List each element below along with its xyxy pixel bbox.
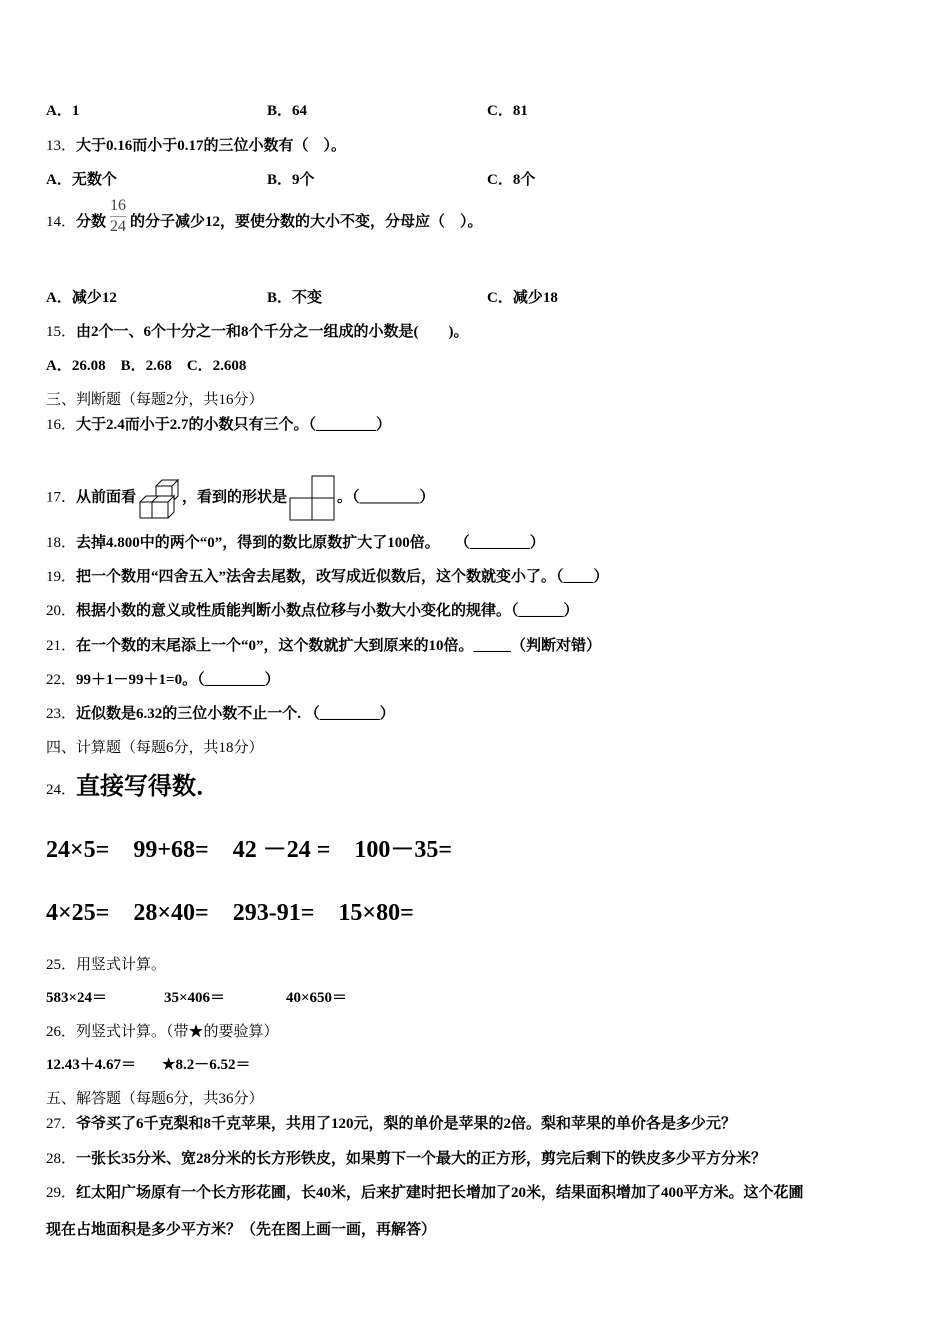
section-5-heading: 五、解答题（每题6分，共36分） bbox=[46, 1091, 264, 1107]
q13-option-a: A．无数个 bbox=[46, 172, 117, 188]
q14-option-c: C．减少18 bbox=[487, 290, 558, 306]
q24-row-2: 4×25= 28×40= 293-91= 15×80= bbox=[46, 900, 414, 926]
q12-option-c: C．81 bbox=[487, 103, 528, 119]
question-19: 19．把一个数用“四舍五入”法舍去尾数，改写成近似数后，这个数就变小了。（____） bbox=[46, 569, 609, 585]
q24-row-1: 24×5= 99+68= 42 －24 = 100－35= bbox=[46, 837, 453, 863]
question-13: 13．大于0.16而小于0.17的三位小数有（ ）。 bbox=[46, 138, 347, 154]
q12-option-a: A．1 bbox=[46, 103, 80, 119]
question-29-cont: 现在占地面积是多少平方米？（先在图上画一画，再解答） bbox=[46, 1222, 437, 1238]
q13-option-c: C．8个 bbox=[487, 172, 536, 188]
q25-item: 583×24＝ bbox=[46, 990, 108, 1006]
q25-item: 35×406＝ bbox=[164, 990, 226, 1006]
question-29: 29．红太阳广场原有一个长方形花圃，长40米，后来扩建时把长增加了20米，结果面积增加了400平方米。这个花圃 bbox=[46, 1185, 804, 1201]
question-17: 17．从前面看 ，看到的形状是 。（________） bbox=[46, 474, 435, 522]
question-16: 16．大于2.4而小于2.7的小数只有三个。（________） bbox=[46, 417, 392, 433]
question-28: 28．一张长35分米、宽28分米的长方形铁皮，如果剪下一个最大的正方形，剪完后剩下的铁皮多少平方分米？ bbox=[46, 1151, 767, 1167]
question-23: 23．近似数是6.32的三位小数不止一个. （________） bbox=[46, 706, 395, 722]
q12-option-b: B．64 bbox=[267, 103, 308, 119]
fraction: $\frac{16}{24}$ bbox=[110, 197, 127, 235]
cubes-figure-icon bbox=[136, 474, 182, 522]
question-24: 24．直接写得数． bbox=[46, 774, 221, 800]
question-14: 14．分数 $\frac{16}{24}$ 的分子减少12，要使分数的大小不变，分母应（ ）。 bbox=[46, 197, 483, 235]
question-20: 20．根据小数的意义或性质能判断小数点位移与小数大小变化的规律。（______） bbox=[46, 603, 579, 619]
q15-options: A．26.08 B．2.68 C．2.608 bbox=[46, 358, 247, 374]
q25-item: 40×650＝ bbox=[286, 990, 348, 1006]
q14-option-a: A．减少12 bbox=[46, 290, 117, 306]
question-27: 27．爷爷买了6千克梨和8千克苹果，共用了120元，梨的单价是苹果的2倍。梨和苹果的单价各是多少元？ bbox=[46, 1116, 737, 1132]
question-26: 26．列竖式计算。（带★的要验算） bbox=[46, 1024, 279, 1040]
q26-item: 12.43＋4.67＝ bbox=[46, 1057, 137, 1073]
question-21: 21．在一个数的末尾添上一个“0”，这个数就扩大到原来的10倍。_____（判断对错） bbox=[46, 638, 602, 654]
section-3-heading: 三、判断题（每题2分，共16分） bbox=[46, 392, 264, 408]
q14-option-b: B．不变 bbox=[267, 290, 323, 306]
question-18: 18．去掉4.800中的两个“0”，得到的数比原数扩大了100倍。 （________） bbox=[46, 535, 545, 551]
q13-option-b: B．9个 bbox=[267, 172, 315, 188]
front-view-shape-icon bbox=[287, 474, 337, 522]
question-22: 22．99＋1－99＋1=0。（________） bbox=[46, 672, 280, 688]
q26-item: ★8.2－6.52＝ bbox=[162, 1057, 251, 1073]
section-4-heading: 四、计算题（每题6分，共18分） bbox=[46, 740, 264, 756]
question-15: 15．由2个一、6个十分之一和8个千分之一组成的小数是( )。 bbox=[46, 324, 469, 340]
question-25: 25．用竖式计算。 bbox=[46, 957, 167, 973]
